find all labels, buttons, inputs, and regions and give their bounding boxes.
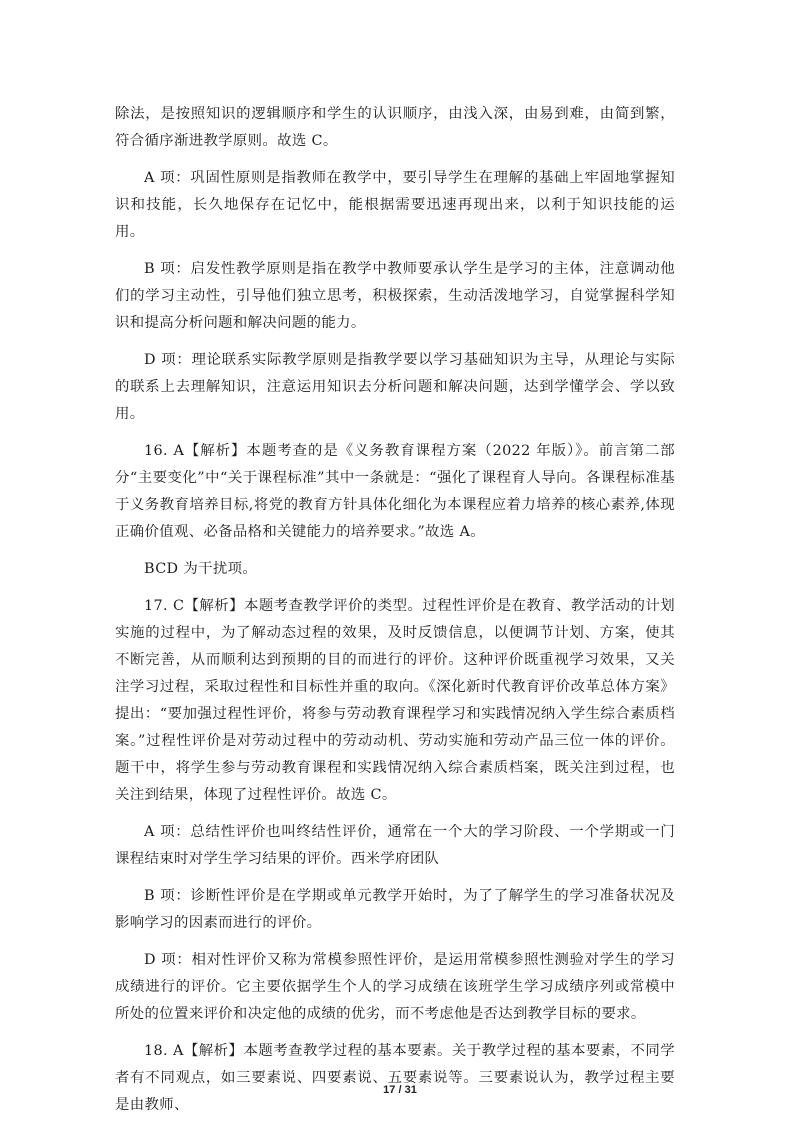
paragraph-question-17: 17. C【解析】本题考查教学评价的类型。过程性评价是在教育、教学活动的计划实施的过程中，为了解动态过程的效果，及时反馈信息，以便调节计划、方案，使其不断完善，从而顺利达到预期的目的而进行的评价。这种评价既重视学习效果，又关注学习过程，采取过程性和目标性并重的取向。《深化新时代教育评价改革总体方案》提出：“要加强过程性评价，将参与劳动教育课程学习和实践情况纳入学生综合素质档案。”过程性评价是对劳动过程中的劳动动机、劳动实施和劳动产品三位一体的评价。题干中，将学生参与劳动教育课程和实践情况纳入综合素质档案，既关注到过程，也关注到结果，体现了过程性评价。故选 C。 bbox=[115, 598, 675, 803]
document-body bbox=[115, 101, 675, 1129]
page-number: 17 / 31 bbox=[383, 1084, 417, 1096]
paragraph-option-a-q17: A 项：总结性评价也叫终结性评价，通常在一个大的学习阶段、一个学期或一门课程结束时对学生学习结果的评价。西米学府团队 bbox=[115, 824, 675, 867]
paragraph-question-18: 18. A【解析】本题考查教学过程的基本要素。关于教学过程的基本要素，不同学者有不同观点，如三要素说、四要素说、五要素说等。三要素说认为，教学过程主要是由教师、 bbox=[115, 1043, 675, 1113]
paragraph-option-d-q15: D 项：理论联系实际教学原则是指教学要以学习基础知识为主导，从理论与实际的联系上去理解知识，注意运用知识去分析问题和解决问题，达到学懂学会、学以致用。 bbox=[115, 352, 675, 422]
paragraph-option-b-q15: B 项：启发性教学原则是指在教学中教师要承认学生是学习的主体，注意调动他们的学习主动性，引导他们独立思考，积极探索，生动活泼地学习，自觉掌握科学知识和提高分析问题和解决问题的能力。 bbox=[115, 261, 675, 331]
paragraph-question-16: 16. A【解析】本题考查的是《义务教育课程方案（2022 年版）》。前言第二部分“主要变化”中“关于课程标准”其中一条就是：“强化了课程育人导向。各课程标准基于义务教育培养目标,将党的教育方针具体化细化为本课程应着力培养的核心素养,体现正确价值观、必备品格和关键能力的培养要求。”故选 A。 bbox=[115, 443, 675, 540]
paragraph-continuation: 除法，是按照知识的逻辑顺序和学生的认识顺序，由浅入深，由易到难，由简到繁，符合循序渐进教学原则。故选 C。 bbox=[115, 106, 675, 149]
paragraph-distractors-q16: BCD 为干扰项。 bbox=[144, 561, 258, 577]
paragraph-option-a-q15: A 项：巩固性原则是指教师在教学中，要引导学生在理解的基础上牢固地掌握知识和技能，长久地保存在记忆中，能根据需要迅速再现出来，以利于知识技能的运用。 bbox=[115, 170, 675, 240]
paragraph-option-d-q17: D 项：相对性评价又称为常模参照性评价，是运用常模参照性测验对学生的学习成绩进行的评价。它主要依据学生个人的学习成绩在该班学生学习成绩序列或常模中所处的位置来评价和决定他的成绩的优劣，而不考虑他是否达到教学目标的要求。 bbox=[115, 952, 675, 1022]
paragraph-option-b-q17: B 项：诊断性评价是在学期或单元教学开始时，为了了解学生的学习准备状况及影响学习的因素而进行的评价。 bbox=[115, 888, 675, 931]
